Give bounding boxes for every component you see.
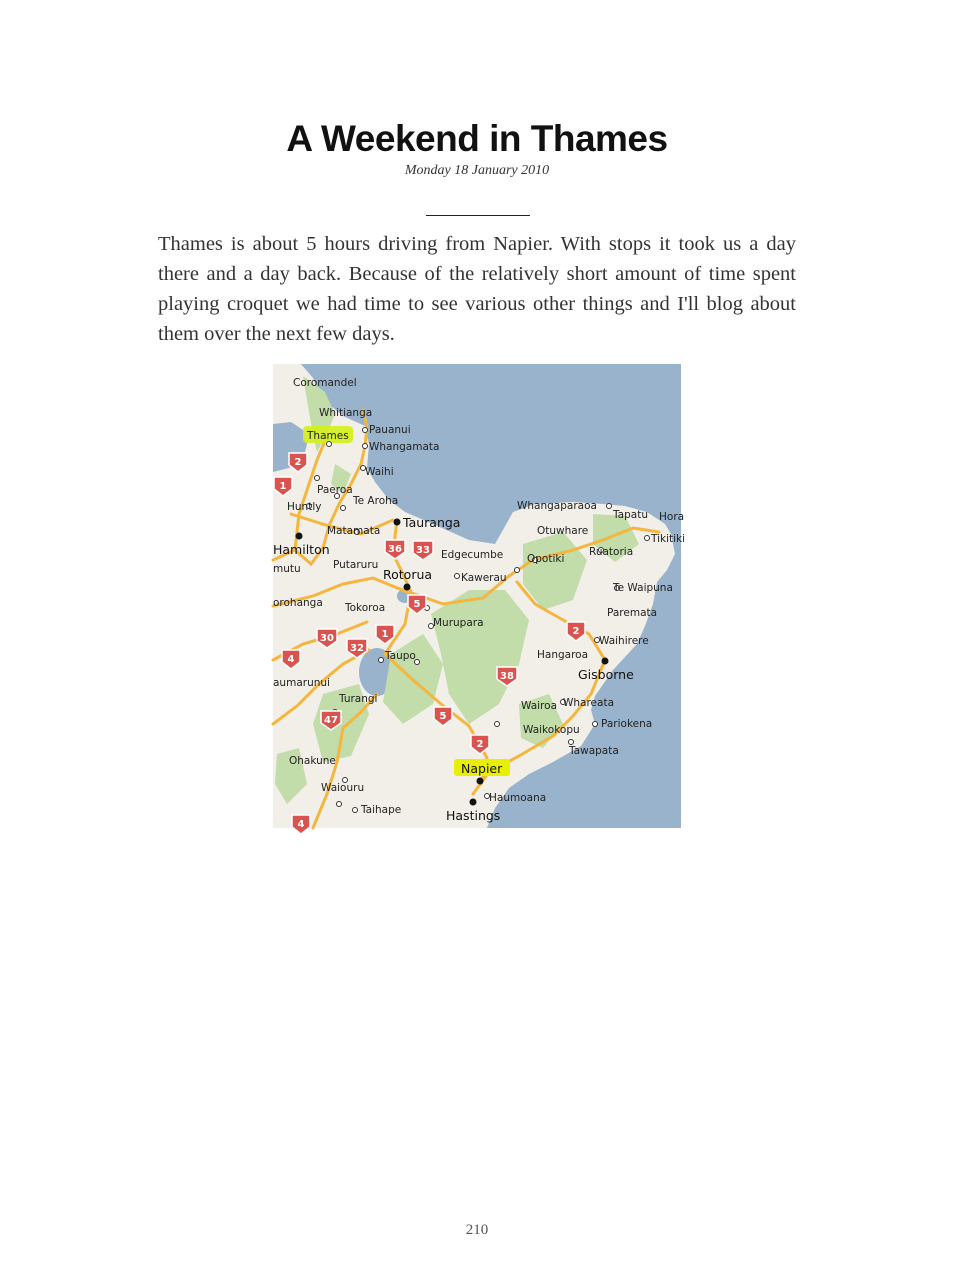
place-label: Coromandel xyxy=(293,377,357,389)
place-label: aumarunui xyxy=(273,677,330,689)
shield-label: 36 xyxy=(388,544,402,555)
shield-label: 2 xyxy=(572,626,580,637)
page-title: A Weekend in Thames xyxy=(286,118,668,159)
shield-label: 5 xyxy=(439,711,447,722)
place-label: Murupara xyxy=(433,617,484,629)
place-label: Edgecumbe xyxy=(441,549,504,561)
place-label: Taupo xyxy=(385,650,416,662)
place-label: Whitianga xyxy=(319,407,373,419)
place-label: Waiouru xyxy=(321,782,365,794)
place-label: Wairoa xyxy=(521,700,558,712)
place-label: Kawerau xyxy=(461,572,507,584)
place-label: Waihirere xyxy=(599,635,649,647)
shield-label: 47 xyxy=(324,715,338,726)
place-label: Ruatoria xyxy=(589,546,634,558)
place-label: Thames xyxy=(307,430,349,442)
place-label: Ohakune xyxy=(289,755,336,767)
place-label: Matamata xyxy=(327,525,381,537)
shield-label: 4 xyxy=(297,819,305,830)
place-label: Paremata xyxy=(607,607,658,619)
place-label: Hastings xyxy=(446,808,501,823)
shield-label: 2 xyxy=(294,457,302,468)
shield-label: 30 xyxy=(320,633,334,644)
place-label: Tapatu xyxy=(613,509,648,521)
place-label: mutu xyxy=(273,563,301,575)
place-label: Pariokena xyxy=(601,718,653,730)
place-label: Haumoana xyxy=(489,792,547,804)
place-label: Taihape xyxy=(361,804,402,816)
shield-label: 38 xyxy=(500,671,514,682)
place-label: Gisborne xyxy=(578,667,634,682)
body-paragraph: Thames is about 5 hours driving from Napier. With stops it took us a day there and a day back. Because of the relatively short amount of time spent playing croquet we had time to see various other things and I'll blog about them over the next few days. xyxy=(158,233,796,345)
separator-line xyxy=(426,215,530,216)
place-label: Whangaparaoa xyxy=(517,500,597,512)
place-label: Tauranga xyxy=(403,515,461,530)
place-label: Hora xyxy=(659,511,685,523)
place-label: Hangaroa xyxy=(537,649,589,661)
page-number: 210 xyxy=(465,1222,489,1238)
shield-label: 33 xyxy=(416,545,430,556)
post-date: Monday 18 January 2010 xyxy=(404,163,550,178)
shield-label: 4 xyxy=(287,654,295,665)
place-label: Hamilton xyxy=(273,542,330,557)
place-label: Te Waipuna xyxy=(613,582,673,594)
place-label: Whangamata xyxy=(369,441,440,453)
place-label: Waikokopu xyxy=(523,724,580,736)
place-label: Napier xyxy=(461,761,503,776)
place-label: Tokoroa xyxy=(345,602,386,614)
place-label: Opotiki xyxy=(527,553,565,565)
place-label: Paeroa xyxy=(317,484,353,496)
place-label: Turangi xyxy=(339,693,378,705)
place-label: Putaruru xyxy=(333,559,379,571)
place-label: Tawapata xyxy=(569,745,619,757)
shield-label: 1 xyxy=(381,629,389,640)
place-label: Tikitiki xyxy=(651,533,686,545)
shield-label: 2 xyxy=(476,739,484,750)
place-label: Te Aroha xyxy=(353,495,399,507)
shield-label: 32 xyxy=(350,643,364,654)
shield-label: 1 xyxy=(279,481,287,492)
place-label: orohanga xyxy=(273,597,323,609)
place-label: Waihi xyxy=(365,466,394,478)
place-label: Pauanui xyxy=(369,424,411,436)
place-label: Rotorua xyxy=(383,567,433,582)
map-image xyxy=(273,364,686,830)
place-label: Otuwhare xyxy=(537,525,589,537)
place-label: Whareata xyxy=(563,697,615,709)
place-label: Huntly xyxy=(287,501,322,513)
shield-label: 5 xyxy=(413,599,421,610)
